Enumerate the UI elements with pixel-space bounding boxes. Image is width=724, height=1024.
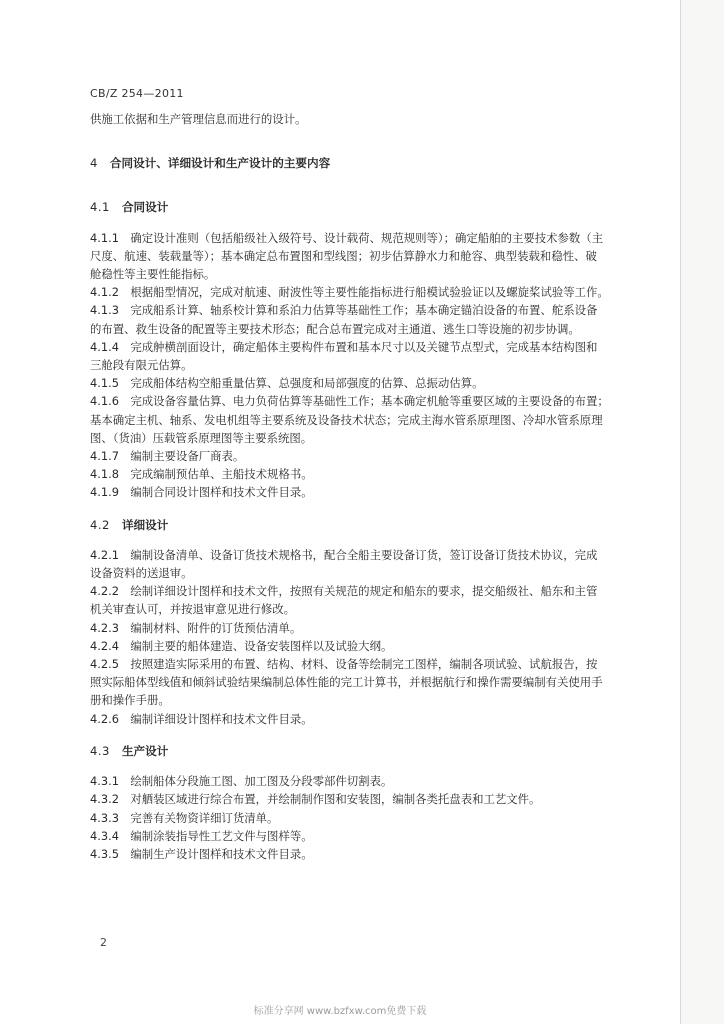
text-line: 图、（货油）压载管系原理图等主要系统图。 <box>90 430 313 445</box>
text-line: 4.1.8 完成编制预估单、主船技术规格书。 <box>90 467 313 482</box>
text-line: 照实际船体型线值和倾斜试验结果编制总体性能的完工计算书，并根据航行和操作需要编制有关使用手 <box>90 675 603 690</box>
text-line: 4.1.2 根据船型情况，完成对航速、耐波性等主要性能指标进行船模试验验证以及螺旋桨试验等工作。 <box>90 285 609 300</box>
text-line: 4.2.5 按照建造实际采用的布置、结构、材料、设备等绘制完工图样，编制各项试验、试航报告，按 <box>90 657 598 672</box>
section-4-heading <box>90 154 658 172</box>
section-4-3-title: 生产设计 <box>121 743 169 758</box>
page-content <box>90 110 658 863</box>
text-line: 4.3.4 编制涂装指导性工艺文件与图样等。 <box>90 828 313 843</box>
text-line: 4.3.1 绘制船体分段施工图、加工图及分段零部件切割表。 <box>90 774 393 789</box>
text-line: 4.1.5 完成船体结构空船重量估算、总强度和局部强度的估算、总振动估算。 <box>90 376 484 391</box>
standard-code: CB/Z 254—2011 <box>90 87 184 100</box>
text-line: 4.3.5 编制生产设计图样和技术文件目录。 <box>90 846 313 861</box>
section-4-1-body <box>90 229 658 502</box>
section-4-2-number: 4.2 <box>90 517 110 532</box>
text-line: 三舱段有限元估算。 <box>90 358 193 373</box>
text-line: 4.2.3 编制材料、附件的订货预估清单。 <box>90 620 302 635</box>
section-4-2-body <box>90 546 658 728</box>
section-4-2-title: 详细设计 <box>121 517 169 532</box>
text-line: 4.2.1 编制设备清单、设备订货技术规格书，配合全船主要设备订货，签订设备订货技术协议，完成 <box>90 547 598 562</box>
intro-line: 供施工依据和生产管理信息而进行的设计。 <box>90 112 307 126</box>
text-line: 4.1.4 完成舯横剖面设计，确定船体主要构件布置和基本尺寸以及关键节点型式，完成基本结构图和 <box>90 339 598 354</box>
text-line: 舱稳性等主要性能指标。 <box>90 267 216 282</box>
text-line: 尺度、航速、装载量等）；基本确定总布置图和型线图；初步估算静水力和舱容、典型装载和稳性、破 <box>90 248 597 263</box>
section-4-1-title: 合同设计 <box>121 200 169 215</box>
text-line: 4.1.7 编制主要设备厂商表。 <box>90 449 245 464</box>
text-line: 4.2.2 绘制详细设计图样和技术文件，按照有关规范的规定和船东的要求，提交船级社、船东和主管 <box>90 584 598 599</box>
text-line: 基本确定主机、轴系、发电机组等主要系统及设备技术状态；完成主海水管系原理图、冷却水管系原理 <box>90 412 603 427</box>
text-line: 4.1.6 完成设备容量估算、电力负荷估算等基础性工作；基本确定机舱等重要区域的主要设备的布置； <box>90 394 609 409</box>
text-line: 设备资料的送退审。 <box>90 566 193 581</box>
footer-watermark[interactable]: 标准分享网 www.bzfxw.com免费下载 <box>253 1006 427 1017</box>
text-line: 4.1.1 确定设计准则（包括船级社入级符号、设计载荷、规范规则等）；确定船舶的主要技术参数（主 <box>90 230 604 245</box>
section-4-title: 合同设计、详细设计和生产设计的主要内容 <box>109 156 331 171</box>
section-4-3-body <box>90 772 658 863</box>
page-number: 2 <box>100 936 107 949</box>
text-line: 册和操作手册。 <box>90 693 170 708</box>
text-line: 4.2.4 编制主要的船体建造、设备安装图样以及试验大纲。 <box>90 638 393 653</box>
text-line: 4.1.3 完成船系计算、轴系校计算和系泊力估算等基础性工作；基本确定锚泊设备的布置、舵系设备 <box>90 303 598 318</box>
section-4-1-heading <box>90 198 658 216</box>
text-line: 4.3.2 对舾装区域进行综合布置，并绘制制作图和安装图，编制各类托盘表和工艺文件。 <box>90 792 541 807</box>
text-line: 机关审查认可，并按退审意见进行修改。 <box>90 602 296 617</box>
section-4-3-number: 4.3 <box>90 743 110 758</box>
text-line: 的布置、救生设备的配置等主要技术形态；配合总布置完成对主通道、逃生口等设施的初步协调。 <box>90 321 580 336</box>
section-4-2-heading <box>90 516 658 534</box>
section-4-3-heading <box>90 742 658 760</box>
text-line: 4.3.3 完善有关物资详细订货清单。 <box>90 810 279 825</box>
section-4-number: 4 <box>90 156 98 171</box>
text-line: 4.1.9 编制合同设计图样和技术文件目录。 <box>90 485 313 500</box>
text-line: 4.2.6 编制详细设计图样和技术文件目录。 <box>90 711 313 726</box>
section-4-1-number: 4.1 <box>90 200 110 215</box>
